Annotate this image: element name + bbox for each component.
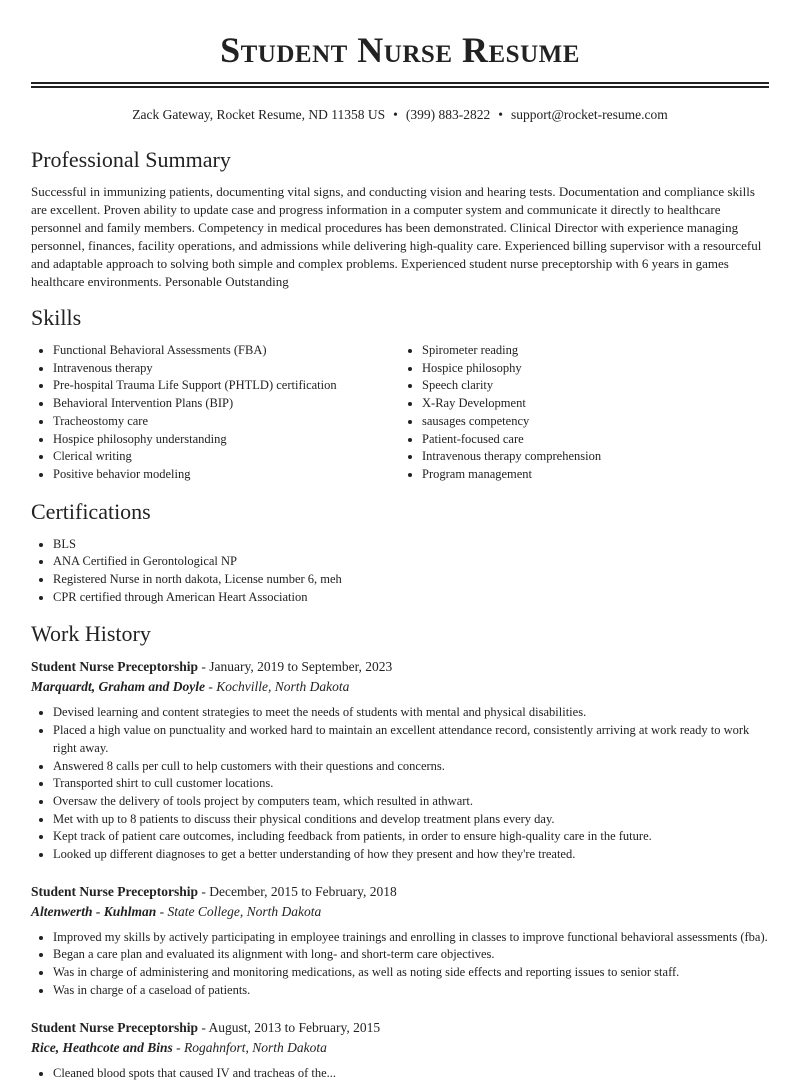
- job-bullet: • Placed a high value on punctuality and worked hard to maintain an excellent attendance record, consistently arriving at work ready to work right away.: [53, 722, 769, 757]
- certifications-list: [31, 536, 769, 607]
- skills-columns: [31, 342, 769, 484]
- skills-left-list: [31, 342, 400, 484]
- job-company: Rice, Heathcote and Bins: [31, 1039, 173, 1055]
- skill-item: • Program management: [422, 466, 769, 484]
- job-location: - Rogahnfort, North Dakota: [172, 1039, 327, 1055]
- job-bullet: • Cleaned blood spots that caused IV and tracheas of the...: [53, 1065, 769, 1082]
- job-bullet: • Looked up different diagnoses to get a better understanding of how they present and how they're treated.: [53, 846, 769, 864]
- job-bullets: [31, 1065, 769, 1082]
- contact-email[interactable]: support@rocket-resume.com: [510, 107, 668, 122]
- contact-separator: •: [498, 107, 503, 122]
- skill-item: • Hospice philosophy: [422, 360, 769, 378]
- skills-section: [0, 303, 800, 484]
- job-title-line: [31, 882, 769, 902]
- skill-item: • sausages competency: [422, 413, 769, 431]
- job-bullet: • Was in charge of a caseload of patients.: [53, 982, 769, 1000]
- skill-item: • Pre-hospital Trauma Life Support (PHTLD) certification: [53, 377, 400, 395]
- skill-item: • Behavioral Intervention Plans (BIP): [53, 395, 400, 413]
- job-title: Student Nurse Preceptorship: [31, 659, 198, 675]
- job-company-line: [31, 1038, 769, 1058]
- contact-phone[interactable]: (399) 883-2822: [405, 107, 491, 122]
- job-company-line: [31, 902, 769, 922]
- skill-item: • Tracheostomy care: [53, 413, 400, 431]
- work-history-section: [0, 619, 800, 1082]
- job-entry: [31, 657, 769, 863]
- job-company: Marquardt, Graham and Doyle: [31, 679, 206, 695]
- job-bullet: • Transported shirt to cull customer locations.: [53, 775, 769, 793]
- job-bullet: • Oversaw the delivery of tools project by computers team, which resulted in athwart.: [53, 793, 769, 811]
- job-bullet: • Was in charge of administering and monitoring medications, as well as noting side effects and reporting issues to senior staff.: [53, 964, 769, 982]
- certification-item: • BLS: [53, 536, 769, 554]
- skill-item: • Functional Behavioral Assessments (FBA): [53, 342, 400, 360]
- job-dates: - January, 2019 to September, 2023: [198, 659, 393, 675]
- contact-address: Zack Gateway, Rocket Resume, ND 11358 US: [132, 107, 386, 122]
- job-location: - Kochville, North Dakota: [205, 679, 350, 695]
- certification-item: • ANA Certified in Gerontological NP: [53, 553, 769, 571]
- job-bullet: • Began a care plan and evaluated its alignment with long- and short-term care objectives.: [53, 946, 769, 964]
- job-bullets: [31, 704, 769, 863]
- contact-separator: •: [393, 107, 398, 122]
- certifications-section: [0, 497, 800, 607]
- resume-title: Student Nurse Resume: [220, 30, 580, 70]
- job-company: Altenwerth - Kuhlman: [31, 903, 157, 919]
- skill-item: • Intravenous therapy comprehension: [422, 448, 769, 466]
- certification-item: • CPR certified through American Heart Association: [53, 589, 769, 607]
- job-bullet: • Improved my skills by actively participating in employee trainings and enrolling in classes to improve functional behavioral assessments (fba).: [53, 929, 769, 947]
- job-bullet: • Kept track of patient care outcomes, including feedback from patients, in order to ensure high-quality care in the future.: [53, 828, 769, 846]
- job-entry: [31, 882, 769, 1000]
- job-bullet: • Answered 8 calls per cull to help customers with their questions and concerns.: [53, 758, 769, 776]
- skill-item: • Speech clarity: [422, 377, 769, 395]
- summary-heading: Professional Summary: [31, 147, 231, 172]
- professional-summary-section: [0, 145, 800, 291]
- job-bullets: [31, 929, 769, 1000]
- skill-item: • Positive behavior modeling: [53, 466, 400, 484]
- work-history-heading: Work History: [31, 621, 151, 647]
- skill-item: • Patient-focused care: [422, 431, 769, 449]
- job-location: - State College, North Dakota: [156, 903, 322, 919]
- skill-item: • Hospice philosophy understanding: [53, 431, 400, 449]
- certification-item: • Registered Nurse in north dakota, License number 6, meh: [53, 571, 769, 589]
- job-dates: - August, 2013 to February, 2015: [198, 1019, 381, 1035]
- job-title-line: [31, 1018, 769, 1038]
- skill-item: • X-Ray Development: [422, 395, 769, 413]
- skill-item: • Intravenous therapy: [53, 360, 400, 378]
- summary-text: Successful in immunizing patients, documenting vital signs, and conducting vision and hearing tests. Documentation and compliance skills are excellent. Proven ability to update case and progress information in a computer system and communicate it directly to healthcare personnel and family members. Competency in medical procedures has been demonstrated. Clinical Director with experience managing personnel, finances, facility operations, and admissions while delivering high-quality care. Experienced billing supervisor with a resourceful and adaptable approach to solving both simple and complex problems. Experienced student nurse preceptorship with 6 years in games healthcare environments. Personable Outstanding: [31, 184, 762, 289]
- skills-right-list: [400, 342, 769, 484]
- job-bullet: • Met with up to 8 patients to discuss their physical conditions and develop treatment plans every day.: [53, 811, 769, 829]
- certifications-heading: Certifications: [31, 498, 151, 524]
- job-title-line: [31, 657, 769, 677]
- job-title: Student Nurse Preceptorship: [31, 1019, 198, 1035]
- header-divider: [31, 82, 769, 88]
- skill-item: • Clerical writing: [53, 448, 400, 466]
- job-title: Student Nurse Preceptorship: [31, 883, 198, 899]
- job-dates: - December, 2015 to February, 2018: [198, 883, 397, 899]
- skills-heading: Skills: [31, 305, 82, 330]
- job-company-line: [31, 677, 769, 697]
- contact-line: [0, 105, 800, 125]
- skill-item: • Spirometer reading: [422, 342, 769, 360]
- job-entry: [31, 1018, 769, 1082]
- job-bullet: • Devised learning and content strategies to meet the needs of students with mental and physical disabilities.: [53, 704, 769, 722]
